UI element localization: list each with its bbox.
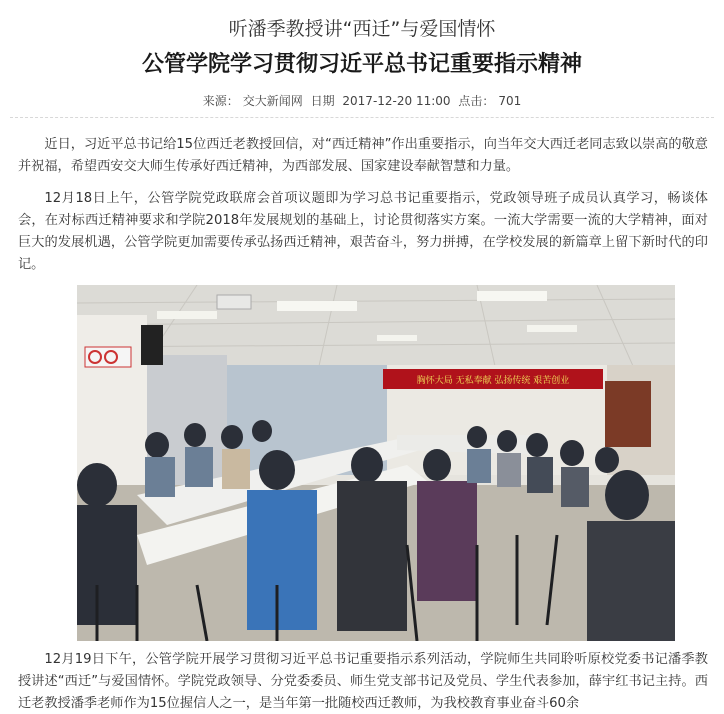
banner-text: 胸怀大局 无私奉献 弘扬传统 艰苦创业 — [416, 376, 570, 386]
date-label: 日期 — [310, 94, 335, 108]
article-paragraph-2: 12月18日上午，公管学院党政联席会首项议题即为学习总书记重要指示，党政领导班子成员认真学习，畅谈体会，在对标西迁精神要求和学院2018年发展规划的基础上，讨论贯彻落实方案。一流大学需要一流的大学精神，面对巨大的发展机遇，公管学院更加需要传承弘扬西迁精神，艰苦奋斗，努力拼搏，在学校发展的新篇章上留下新时代的印记。 — [18, 191, 708, 272]
meta-divider — [10, 117, 714, 118]
article-subtitle: 听潘季教授讲“西迁”与爱国情怀 — [228, 18, 496, 40]
clicks-label: 点击： — [458, 94, 495, 108]
source-label: 来源： — [202, 94, 239, 108]
date-value: 2017-12-20 11:00 — [342, 94, 451, 108]
article-paragraph-1: 近日，习近平总书记给15位西迁老教授回信，对“西迁精神”作出重要指示，向当年交大西迁老同志致以崇高的敬意并祝福，希望西安交大师生传承好西迁精神，为西部发展、国家建设奉献智慧和力量。 — [18, 137, 708, 174]
article-title: 公管学院学习贯彻习近平总书记重要指示精神 — [141, 52, 582, 77]
article-paragraph-3: 12月19日下午，公管学院开展学习贯彻习近平总书记重要指示系列活动，学院师生共同聆听原校党委书记潘季教授讲述“西迁”与爱国情怀。学院党政领导、分党委委员、师生党支部书记及党员、学生代表参加，薛宇红书记主持。西迁老教授潘季老师作为15位握信人之一，是当年第一批随校西迁教师，为我校教育事业奋斗60余 — [18, 652, 708, 711]
article-meta — [0, 92, 724, 109]
source-value: 交大新闻网 — [242, 94, 303, 108]
meeting-photo-illustration — [77, 285, 675, 641]
meeting-photo — [77, 285, 675, 641]
clicks-value: 701 — [498, 94, 522, 108]
